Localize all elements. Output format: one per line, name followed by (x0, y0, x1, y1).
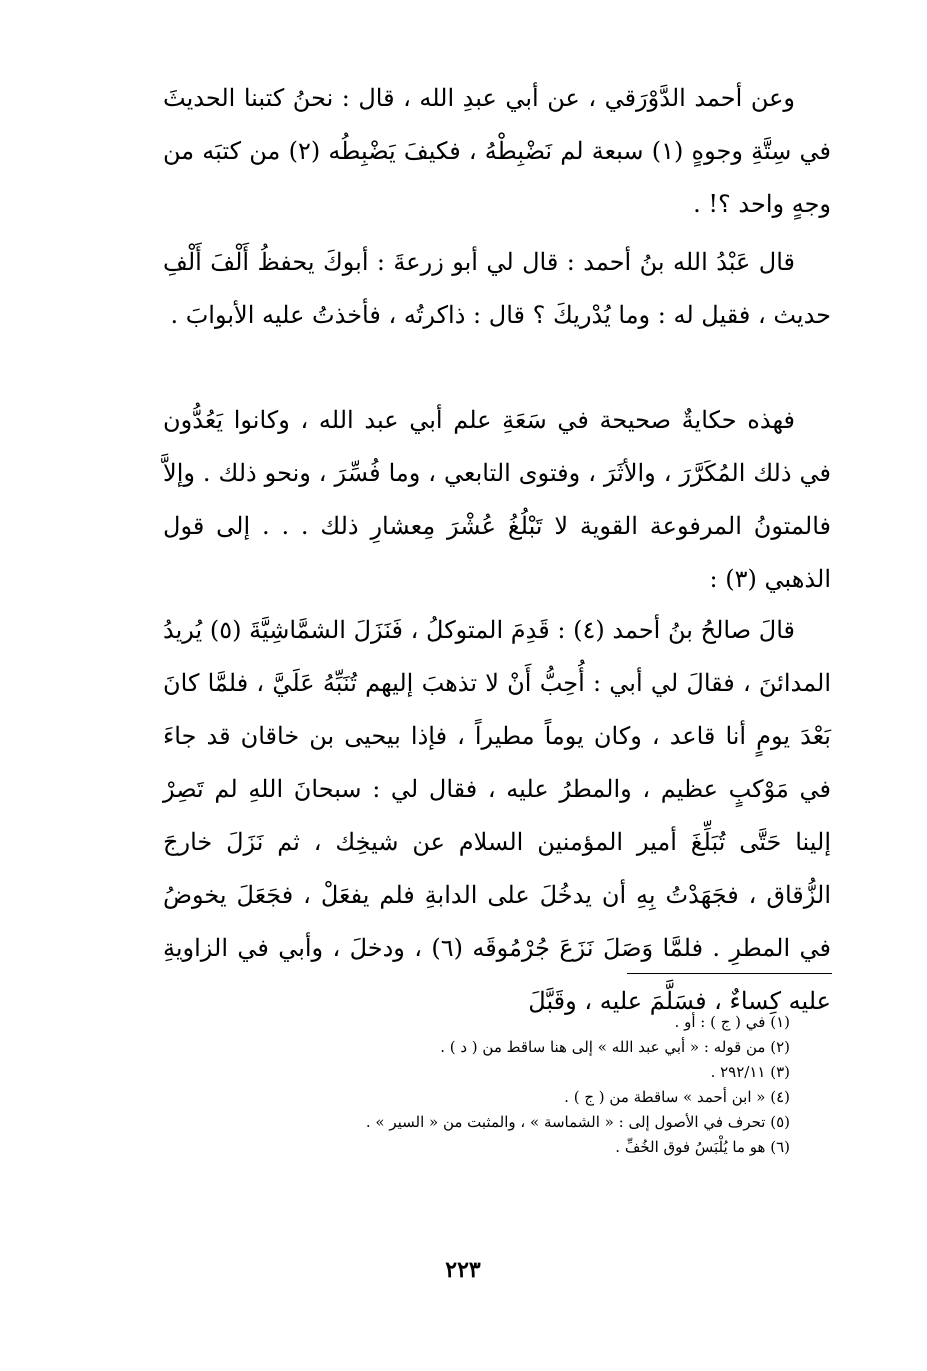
footnote-4: (٤) « ابن أحمد » ساقطة من ( ج ) . (564, 1088, 790, 1106)
footnote-divider (627, 973, 832, 974)
body-text (163, 72, 831, 231)
page-number: ٢٢٣ (445, 1257, 481, 1283)
body-text (163, 236, 831, 342)
footnotes (300, 1010, 790, 1160)
footnote-5: (٥) تحرف في الأصول إلى : « الشماسة » ، والمثبت من « السير » . (365, 1113, 790, 1131)
paragraph-3: فهذه حكايةٌ صحيحة في سَعَةِ علم أبي عبد الله ، وكانوا يَعُدُّون في ذلك المُكَرَّرَ ، والأثَرَ ، وفتوى التابعي ، وما فُسِّرَ ، ونحو ذلك . وإلاَّ فالمتونُ المرفوعة القوية لا تَبْلُغُ عُشْرَ مِعشارِ ذلك . . . إلى قول الذهبي (٣) : (163, 406, 831, 593)
paragraph-1: وعن أحمد الدَّوْرَقي ، عن أبي عبدِ الله ، قال : نحنُ كتبنا الحديثَ في سِتَّةِ وجوهٍ (١) سبعة لم نَضْبِطْهُ ، فكيفَ يَضْبِطُه (٢) من كتبَه من وجهٍ واحد ؟! . (163, 84, 831, 218)
footnote-2: (٢) من قوله : « أبي عبد الله » إلى هنا ساقط من ( د ) . (440, 1038, 790, 1056)
paragraph-4: قالَ صالحُ بنُ أحمد (٤) : قَدِمَ المتوكلُ ، فَنَزَلَ الشمَّاشِيَّةَ (٥) يُريدُ المدائنَ ، فقالَ لي أبي : أُحِبُّ أَنْ لا تذهبَ إليهم تُنَبِّهُ عَلَيَّ ، فلمَّا كانَ بَعْدَ يومٍ أنا قاعد ، وكان يوماً مطيراً ، فإذا بيحيى بن خاقان قد جاءَ في مَوْكبٍ عظيم ، والمطرُ عليه ، فقال لي : سبحانَ اللهِ لم تَصِرْ إلينا حَتَّى تُبَلِّغَ أمير المؤمنين السلام عن شيخِك ، ثم نَزَلَ خارجَ الزُّقاق ، فجَهَدْتُ بِهِ أن يدخُلَ على الدابةِ فلم يفعَلْ ، فجَعَلَ يخوضُ في المطرِ . فلمَّا وَصَلَ نَزَعَ جُرْمُوقَه (٦) ، ودخلَ ، وأبي في الزاويةِ عليه كِساءٌ ، فسَلَّمَ عليه ، وقَبَّلَ (163, 616, 831, 1015)
footnote-6: (٦) هو ما يُلْبَسُ فوق الخُفِّ . (615, 1138, 790, 1156)
body-text (163, 604, 831, 1028)
footnote-1: (١) في ( ج ) : أو . (674, 1013, 790, 1031)
body-text (163, 394, 831, 606)
paragraph-2: قال عَبْدُ الله بنُ أحمد : قال لي أبو زرعةَ : أبوكَ يحفظُ أَلْفَ أَلْفِ حديث ، فقيل له : وما يُدْريكَ ؟ قال : ذاكرتُه ، فأخذتُ عليه الأبوابَ . (163, 248, 831, 329)
footnote-3: (٣) ٢٩٢/١١ . (710, 1063, 790, 1081)
